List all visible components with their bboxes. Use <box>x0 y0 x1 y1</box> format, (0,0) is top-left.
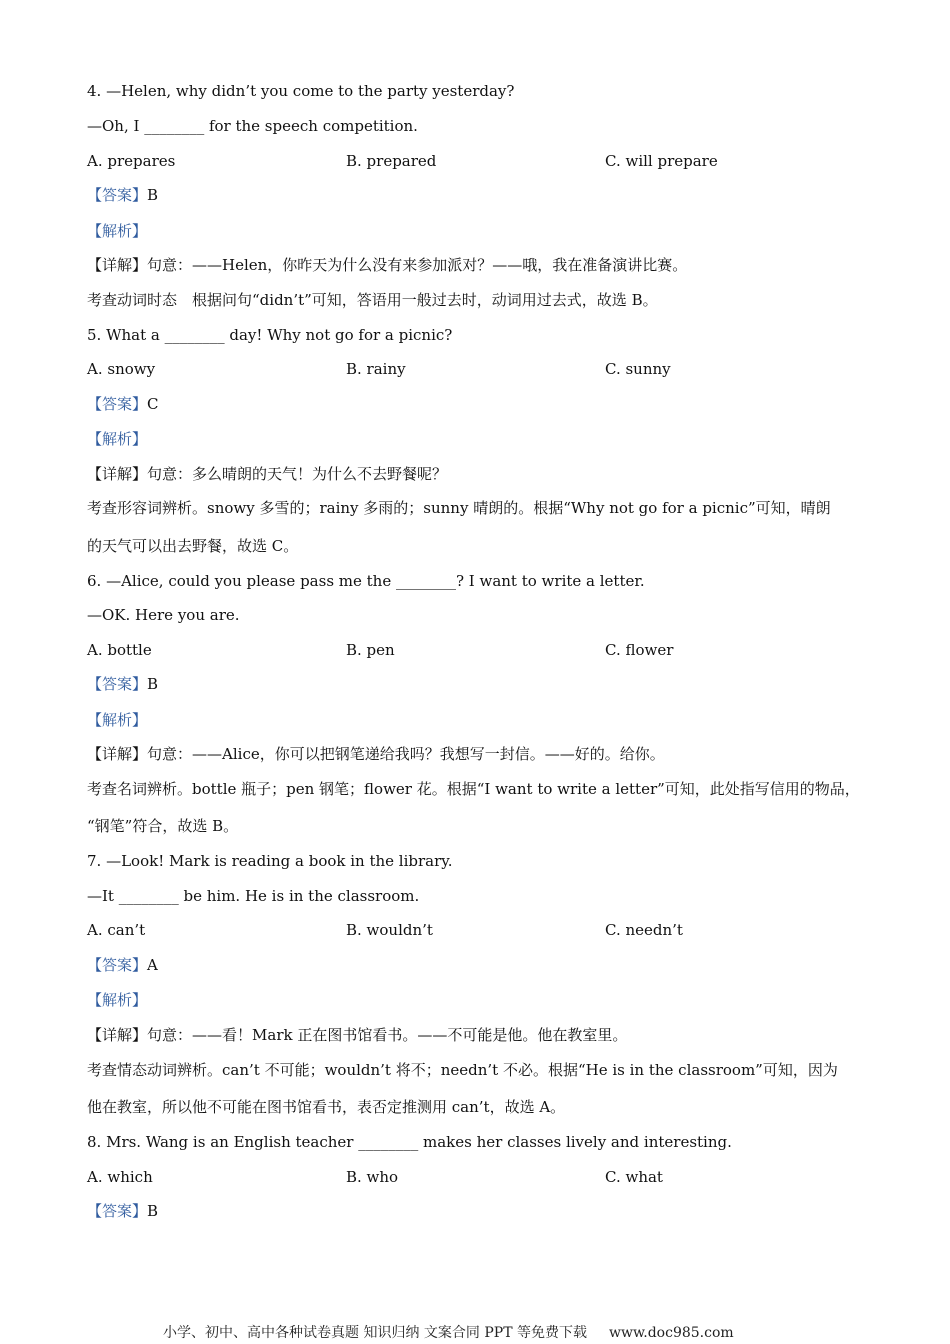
question-4-detail-line-1 <box>87 255 687 275</box>
question-8-option-c: C. what <box>605 1168 663 1186</box>
answer-value: C <box>147 395 159 413</box>
footer-text: 小学、初中、高中各种试卷真题 知识归纳 文案合同 PPT 等免费下载 <box>163 1325 587 1341</box>
question-7-detail-line-1 <box>87 1025 627 1045</box>
question-5-detail-line-1 <box>87 464 447 484</box>
answer-label: 【答案】 <box>87 395 148 413</box>
detail-label: 【详解】 <box>87 256 148 274</box>
question-4-option-a: A. prepares <box>87 152 176 170</box>
question-7-option-b: B. wouldn’t <box>346 921 433 939</box>
question-6-detail-line-1 <box>87 744 665 764</box>
detail-text: 句意：——Helen，你昨天为什么没有来参加派对？——哦，我在准备演讲比赛。 <box>147 256 688 274</box>
question-5-detail-line-3: 的天气可以出去野餐，故选 C。 <box>87 537 299 555</box>
question-8-option-b: B. who <box>346 1168 399 1186</box>
question-4-stem-line-2: —Oh, I ________ for the speech competition. <box>87 117 418 135</box>
question-6-detail-line-3: “钢笔”符合，故选 B。 <box>87 817 239 835</box>
question-5-option-b: B. rainy <box>346 360 406 378</box>
answer-value: B <box>147 675 159 693</box>
detail-text: 句意：——看！Mark 正在图书馆看书。——不可能是他。他在教室里。 <box>147 1026 628 1044</box>
answer-label: 【答案】 <box>87 956 148 974</box>
page-footer <box>163 1324 734 1342</box>
detail-text: 句意：——Alice，你可以把钢笔递给我吗？我想写一封信。——好的。给你。 <box>147 745 665 763</box>
detail-label: 【详解】 <box>87 1026 148 1044</box>
question-6-stem-line-2: —OK. Here you are. <box>87 606 240 624</box>
question-8-answer <box>87 1201 158 1221</box>
question-6-stem-line-1: 6. —Alice, could you please pass me the ________? I want to write a letter. <box>87 572 645 590</box>
answer-label: 【答案】 <box>87 675 148 693</box>
question-5-analysis-label: 【解析】 <box>87 430 148 448</box>
question-7-stem-line-1: 7. —Look! Mark is reading a book in the library. <box>87 852 453 870</box>
question-5-option-a: A. snowy <box>87 360 156 378</box>
question-4-option-b: B. prepared <box>346 152 437 170</box>
answer-label: 【答案】 <box>87 1202 148 1220</box>
question-6-answer <box>87 674 158 694</box>
question-5-detail-line-2: 考查形容词辨析。snowy 多雪的；rainy 多雨的；sunny 晴朗的。根据“Why not go for a picnic”可知，晴朗 <box>87 499 831 517</box>
question-6-detail-line-2: 考查名词辨析。bottle 瓶子；pen 钢笔；flower 花。根据“I want to write a letter”可知，此处指写信用的物品， <box>87 780 860 798</box>
question-6-option-a: A. bottle <box>87 641 152 659</box>
question-7-analysis-label: 【解析】 <box>87 991 148 1009</box>
detail-label: 【详解】 <box>87 745 148 763</box>
footer-url[interactable]: www.doc985.com <box>608 1325 734 1341</box>
question-6-option-b: B. pen <box>346 641 395 659</box>
question-6-option-c: C. flower <box>605 641 674 659</box>
question-5-option-c: C. sunny <box>605 360 671 378</box>
question-7-answer <box>87 955 158 975</box>
question-7-option-a: A. can’t <box>87 921 146 939</box>
answer-value: A <box>147 956 158 974</box>
question-7-option-c: C. needn’t <box>605 921 683 939</box>
answer-value: B <box>147 186 159 204</box>
detail-text: 句意：多么晴朗的天气！为什么不去野餐呢？ <box>147 465 448 483</box>
detail-label: 【详解】 <box>87 465 148 483</box>
question-8-option-a: A. which <box>87 1168 153 1186</box>
question-6-analysis-label: 【解析】 <box>87 711 148 729</box>
question-4-analysis-label: 【解析】 <box>87 222 148 240</box>
question-4-detail-line-2: 考查动词时态 根据问句“didn’t”可知，答语用一般过去时，动词用过去式，故选 B。 <box>87 291 658 309</box>
answer-value: B <box>147 1202 159 1220</box>
question-4-answer <box>87 185 158 205</box>
question-8-stem-line-1: 8. Mrs. Wang is an English teacher ________ makes her classes lively and interesting. <box>87 1133 732 1151</box>
question-5-stem-line-1: 5. What a ________ day! Why not go for a picnic? <box>87 326 453 344</box>
question-7-stem-line-2: —It ________ be him. He is in the classroom. <box>87 887 420 905</box>
answer-label: 【答案】 <box>87 186 148 204</box>
question-7-detail-line-2: 考查情态动词辨析。can’t 不可能；wouldn’t 将不；needn’t 不必。根据“He is in the classroom”可知，因为 <box>87 1061 838 1079</box>
question-7-detail-line-3: 他在教室，所以他不可能在图书馆看书，表否定推测用 can’t，故选 A。 <box>87 1098 566 1116</box>
question-4-stem-line-1: 4. —Helen, why didn’t you come to the party yesterday? <box>87 82 515 100</box>
question-5-answer <box>87 394 159 414</box>
question-4-option-c: C. will prepare <box>605 152 718 170</box>
